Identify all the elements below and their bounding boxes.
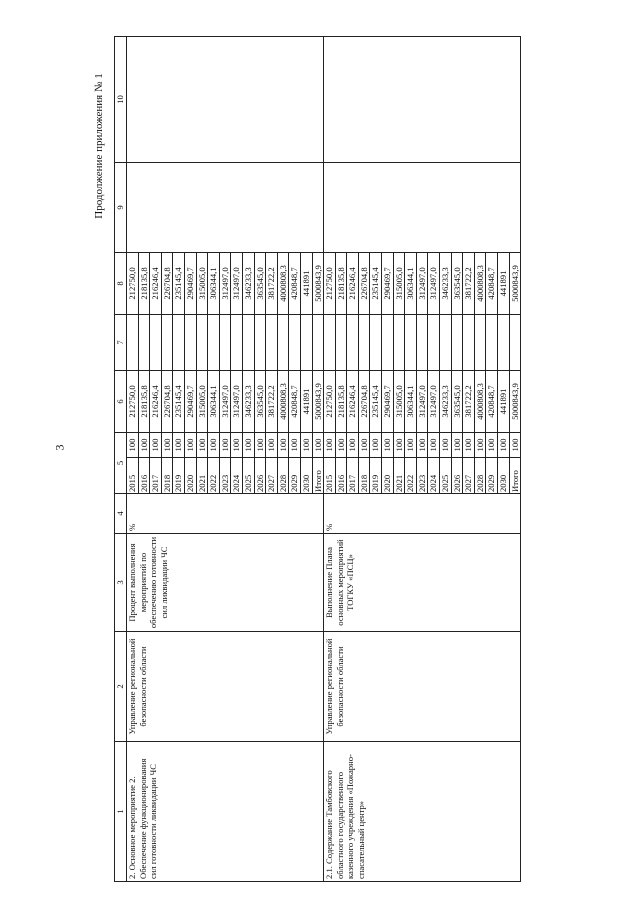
federal-cell [266,314,278,370]
percent-cell: 100 [138,432,150,457]
funding-cell: 363545,0 [451,370,463,432]
indicator-name: Выполнение Плана основных мероприятий ТОГКУ «ПСЦ» [324,534,521,632]
funding-cell: 216246,4 [150,370,162,432]
regional-cell: 312497,0 [231,252,243,314]
federal-cell [509,314,521,370]
federal-cell [382,314,394,370]
funding-cell: 5000843,9 [509,370,521,432]
regional-cell: 226704,8 [161,252,173,314]
percent-cell: 100 [440,432,452,457]
year-cell: 2024 [428,458,440,494]
federal-cell [127,314,139,370]
percent-cell: 100 [173,432,185,457]
regional-cell: 346233,3 [440,252,452,314]
regional-cell: 315005,0 [196,252,208,314]
funding-cell: 441891 [300,370,312,432]
year-cell: 2022 [405,458,417,494]
regional-cell: 212750,0 [127,252,139,314]
regional-cell: 226704,8 [358,252,370,314]
federal-cell [300,314,312,370]
regional-cell: 420848,7 [486,252,498,314]
funding-cell: 235145,4 [173,370,185,432]
federal-cell [370,314,382,370]
regional-cell: 216246,4 [150,252,162,314]
percent-cell: 100 [335,432,347,457]
percent-cell: 100 [370,432,382,457]
page-number: 3 [52,444,67,451]
funding-cell: 315005,0 [393,370,405,432]
year-cell: 2019 [173,458,185,494]
year-cell: 2030 [300,458,312,494]
regional-cell: 4000808,3 [474,252,486,314]
funding-cell: 306344,1 [208,370,220,432]
funding-cell: 312497,0 [231,370,243,432]
year-cell: 2022 [208,458,220,494]
regional-cell: 363545,0 [451,252,463,314]
percent-cell: 100 [498,432,510,457]
federal-cell [173,314,185,370]
unit-of-measure: % [324,494,521,534]
percent-cell: 100 [196,432,208,457]
percent-cell: 100 [219,432,231,457]
year-cell: 2027 [266,458,278,494]
regional-cell: 363545,0 [254,252,266,314]
col-header: 4 [115,494,127,534]
year-cell: 2026 [451,458,463,494]
federal-cell [463,314,475,370]
responsible-executor: Управление региональной безопасности области [127,632,324,742]
table-row [324,36,336,881]
funding-cell: 346233,3 [440,370,452,432]
federal-cell [242,314,254,370]
federal-cell [428,314,440,370]
funding-cell: 216246,4 [347,370,359,432]
funding-cell: 346233,3 [242,370,254,432]
funding-cell: 315005,0 [196,370,208,432]
funding-cell: 306344,1 [405,370,417,432]
year-cell: 2016 [138,458,150,494]
funding-cell: 312497,0 [428,370,440,432]
indicator-name: Процент выполнения мероприятий по обеспечению готовности сил ликвидации ЧС [127,534,324,632]
regional-cell: 315005,0 [393,252,405,314]
regional-cell: 5000843,9 [312,252,324,314]
regional-cell: 441891 [300,252,312,314]
regional-cell: 381722,2 [266,252,278,314]
year-cell: 2029 [486,458,498,494]
federal-cell [474,314,486,370]
regional-cell: 381722,2 [463,252,475,314]
year-cell: Итого [312,458,324,494]
funding-cell: 226704,8 [161,370,173,432]
federal-cell [312,314,324,370]
funding-cell: 420848,7 [289,370,301,432]
percent-cell: 100 [509,432,521,457]
regional-cell: 212750,0 [324,252,336,314]
federal-cell [498,314,510,370]
federal-cell [254,314,266,370]
funding-cell: 218135,8 [138,370,150,432]
federal-cell [405,314,417,370]
funding-cell: 226704,8 [358,370,370,432]
empty-col-9 [324,162,521,252]
federal-cell [184,314,196,370]
year-cell: 2017 [150,458,162,494]
funding-cell: 4000808,3 [474,370,486,432]
empty-col-10 [127,36,324,162]
header-row [115,36,127,881]
year-cell: 2028 [474,458,486,494]
regional-cell: 4000808,3 [277,252,289,314]
empty-col-10 [324,36,521,162]
funding-cell: 4000808,3 [277,370,289,432]
col-header: 3 [115,534,127,632]
percent-cell: 100 [312,432,324,457]
col-header: 1 [115,742,127,882]
funding-cell: 363545,0 [254,370,266,432]
funding-cell: 381722,2 [463,370,475,432]
col-header: 2 [115,632,127,742]
funding-cell: 290469,7 [382,370,394,432]
percent-cell: 100 [127,432,139,457]
funding-cell: 218135,8 [335,370,347,432]
regional-cell: 346233,3 [242,252,254,314]
year-cell: 2028 [277,458,289,494]
year-cell: 2025 [242,458,254,494]
year-cell: 2017 [347,458,359,494]
federal-cell [231,314,243,370]
regional-cell: 312497,0 [219,252,231,314]
year-cell: Итого [509,458,521,494]
percent-cell: 100 [277,432,289,457]
federal-cell [393,314,405,370]
year-cell: 2023 [219,458,231,494]
percent-cell: 100 [208,432,220,457]
year-cell: 2016 [335,458,347,494]
regional-cell: 290469,7 [382,252,394,314]
year-cell: 2023 [416,458,428,494]
percent-cell: 100 [382,432,394,457]
federal-cell [277,314,289,370]
col-header: 6 [115,370,127,432]
funding-cell: 212750,0 [127,370,139,432]
regional-cell: 290469,7 [184,252,196,314]
year-cell: 2027 [463,458,475,494]
table-row [127,36,139,881]
federal-cell [416,314,428,370]
year-cell: 2025 [440,458,452,494]
regional-cell: 306344,1 [405,252,417,314]
regional-cell: 441891 [498,252,510,314]
percent-cell: 100 [393,432,405,457]
year-cell: 2029 [289,458,301,494]
percent-cell: 100 [300,432,312,457]
year-cell: 2024 [231,458,243,494]
regional-cell: 5000843,9 [509,252,521,314]
percent-cell: 100 [161,432,173,457]
federal-cell [486,314,498,370]
funding-cell: 381722,2 [266,370,278,432]
empty-col-9 [127,162,324,252]
responsible-executor: Управление региональной безопасности области [324,632,521,742]
year-cell: 2018 [358,458,370,494]
percent-cell: 100 [150,432,162,457]
percent-cell: 100 [254,432,266,457]
regional-cell: 312497,0 [416,252,428,314]
percent-cell: 100 [428,432,440,457]
regional-cell: 306344,1 [208,252,220,314]
unit-of-measure: % [127,494,324,534]
percent-cell: 100 [266,432,278,457]
federal-cell [196,314,208,370]
federal-cell [358,314,370,370]
federal-cell [289,314,301,370]
col-header: 7 [115,314,127,370]
activity-name: 2. Основное мероприятие 2. Обеспечение функционирования сил готовности ликвидации ЧС [127,742,324,882]
regional-cell: 235145,4 [370,252,382,314]
percent-cell: 100 [474,432,486,457]
regional-cell: 235145,4 [173,252,185,314]
regional-cell: 218135,8 [138,252,150,314]
col-header: 10 [115,36,127,162]
percent-cell: 100 [324,432,336,457]
col-header: 9 [115,162,127,252]
year-cell: 2019 [370,458,382,494]
document-table-wrapper [114,37,584,882]
percent-cell: 100 [289,432,301,457]
year-cell: 2015 [324,458,336,494]
percent-cell: 100 [358,432,370,457]
percent-cell: 100 [405,432,417,457]
year-cell: 2020 [184,458,196,494]
year-cell: 2018 [161,458,173,494]
federal-cell [324,314,336,370]
percent-cell: 100 [242,432,254,457]
funding-cell: 312497,0 [416,370,428,432]
funding-cell: 441891 [498,370,510,432]
year-cell: 2021 [196,458,208,494]
federal-cell [347,314,359,370]
col-header: 8 [115,252,127,314]
regional-cell: 312497,0 [428,252,440,314]
percent-cell: 100 [486,432,498,457]
percent-cell: 100 [416,432,428,457]
federal-cell [335,314,347,370]
year-cell: 2021 [393,458,405,494]
funding-cell: 235145,4 [370,370,382,432]
percent-cell: 100 [347,432,359,457]
federal-cell [451,314,463,370]
funding-cell: 312497,0 [219,370,231,432]
funding-cell: 420848,7 [486,370,498,432]
percent-cell: 100 [451,432,463,457]
federal-cell [150,314,162,370]
federal-cell [161,314,173,370]
activity-name: 2.1. Содержание Тамбовского областного государственного казенного учреждения «Пожарно-спасательный центр» [324,742,521,882]
funding-cell: 212750,0 [324,370,336,432]
regional-cell: 218135,8 [335,252,347,314]
federal-cell [208,314,220,370]
year-cell: 2030 [498,458,510,494]
program-table [114,36,521,882]
year-cell: 2015 [127,458,139,494]
col-header: 5 [115,432,127,493]
percent-cell: 100 [231,432,243,457]
regional-cell: 216246,4 [347,252,359,314]
funding-cell: 5000843,9 [312,370,324,432]
year-cell: 2026 [254,458,266,494]
federal-cell [138,314,150,370]
percent-cell: 100 [463,432,475,457]
percent-cell: 100 [184,432,196,457]
funding-cell: 290469,7 [184,370,196,432]
regional-cell: 420848,7 [289,252,301,314]
federal-cell [440,314,452,370]
year-cell: 2020 [382,458,394,494]
federal-cell [219,314,231,370]
appendix-heading: Продолжение приложения № 1 [93,73,105,219]
